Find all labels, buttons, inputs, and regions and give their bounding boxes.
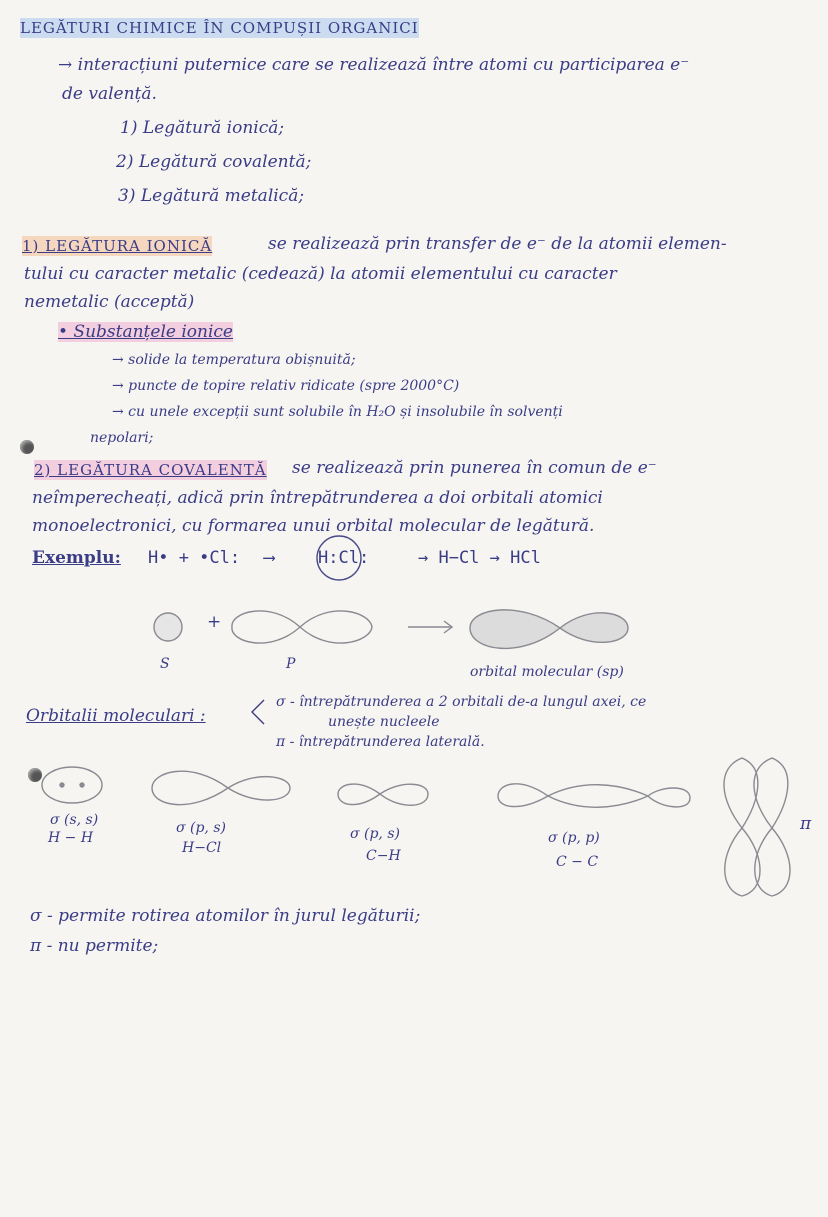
orbital-brace xyxy=(252,700,264,724)
orbital-label-molecular: orbital molecular (sp) xyxy=(470,664,624,680)
example-rhs: → H−Cl → HCl xyxy=(418,548,541,568)
bond-type-label: σ (p, s) xyxy=(176,820,226,836)
molecular-orbitals-label: Orbitalii moleculari : xyxy=(26,706,206,726)
bond-molecule-label: C − C xyxy=(556,854,599,870)
example-arrow: ⟶ xyxy=(264,548,275,568)
ionic-heading: 1) LEGĂTURA IONICĂ xyxy=(22,237,213,255)
covalent-heading: 2) LEGĂTURA COVALENTĂ xyxy=(34,461,267,479)
ionic-prop-3: → cu unele excepții sunt solubile în H₂O și insolubile în solvenți xyxy=(112,404,563,420)
ionic-subtitle: • Substanțele ionice xyxy=(58,322,233,342)
ionic-prop-tail: nepolari; xyxy=(90,430,154,446)
type-item-ionic: 1) Legătură ionică; xyxy=(120,118,285,138)
ionic-prop-1: → solide la temperatura obișnuită; xyxy=(112,352,356,368)
page-title: LEGĂTURI CHIMICE ÎN COMPUȘII ORGANICI xyxy=(20,19,419,37)
pi-def-line: π - întrepătrunderea laterală. xyxy=(276,734,485,750)
bond-type-label: σ (p, s) xyxy=(350,826,400,842)
conclusion-sigma: σ - permite rotirea atomilor în jurul legăturii; xyxy=(30,906,421,926)
orbital-label-s: S xyxy=(160,656,170,672)
s-orbital-shape xyxy=(154,613,182,641)
molecular-orbital-shape xyxy=(470,610,628,649)
bond-orbital-ps xyxy=(152,771,290,804)
sigma-def-line-2: unește nucleele xyxy=(328,714,440,730)
sigma-def-line-1: σ - întrepătrunderea a 2 orbitali de-a lungul axei, ce xyxy=(276,694,647,710)
bond-orbital-ps-2 xyxy=(338,784,428,805)
intro-line-1: → interacțiuni puternice care se realizează între atomi cu participarea e⁻ xyxy=(58,55,690,75)
intro-line-2: de valență. xyxy=(62,84,157,104)
covalent-line-2: neîmperecheați, adică prin întrepătrunderea a doi orbitali atomici xyxy=(32,488,603,508)
bond-molecule-label: H−Cl xyxy=(182,840,222,856)
bond-orbital-pp xyxy=(498,784,690,807)
covalent-line-3: monoelectronici, cu formarea unui orbital molecular de legătură. xyxy=(32,516,595,536)
ionic-prop-2: → puncte de topire relativ ridicate (spre 2000°C) xyxy=(112,378,460,394)
example-label: Exemplu: xyxy=(32,548,121,568)
covalent-line-1: se realizează prin punerea în comun de e⁻ xyxy=(292,458,657,478)
orbital-plus: + xyxy=(207,612,222,632)
bond-type-label: σ (p, p) xyxy=(548,830,600,846)
bond-orbital-ss xyxy=(42,767,102,803)
bond-molecule-label: C−H xyxy=(366,848,401,864)
product-circle xyxy=(317,536,361,580)
example-lhs: H• + •Cl: xyxy=(148,548,241,568)
ionic-line-2: tului cu caracter metalic (cedează) la atomii elementului cu caracter xyxy=(24,264,617,284)
type-item-covalent: 2) Legătură covalentă; xyxy=(116,152,312,172)
ionic-line-3: nemetalic (acceptă) xyxy=(24,292,195,312)
type-item-metallic: 3) Legătură metalică; xyxy=(118,186,305,206)
p-orbital-shape xyxy=(232,611,372,643)
example-product-lewis: H:Cl: xyxy=(318,548,370,568)
ionic-line-1: se realizează prin transfer de e⁻ de la atomii elemen- xyxy=(268,234,727,254)
orbital-label-p: P xyxy=(286,656,296,672)
bond-molecule-label: H − H xyxy=(48,830,94,846)
bond-type-label: σ (s, s) xyxy=(50,812,99,828)
bond-type-label-pi: π xyxy=(800,814,812,834)
conclusion-pi: π - nu permite; xyxy=(30,936,159,956)
